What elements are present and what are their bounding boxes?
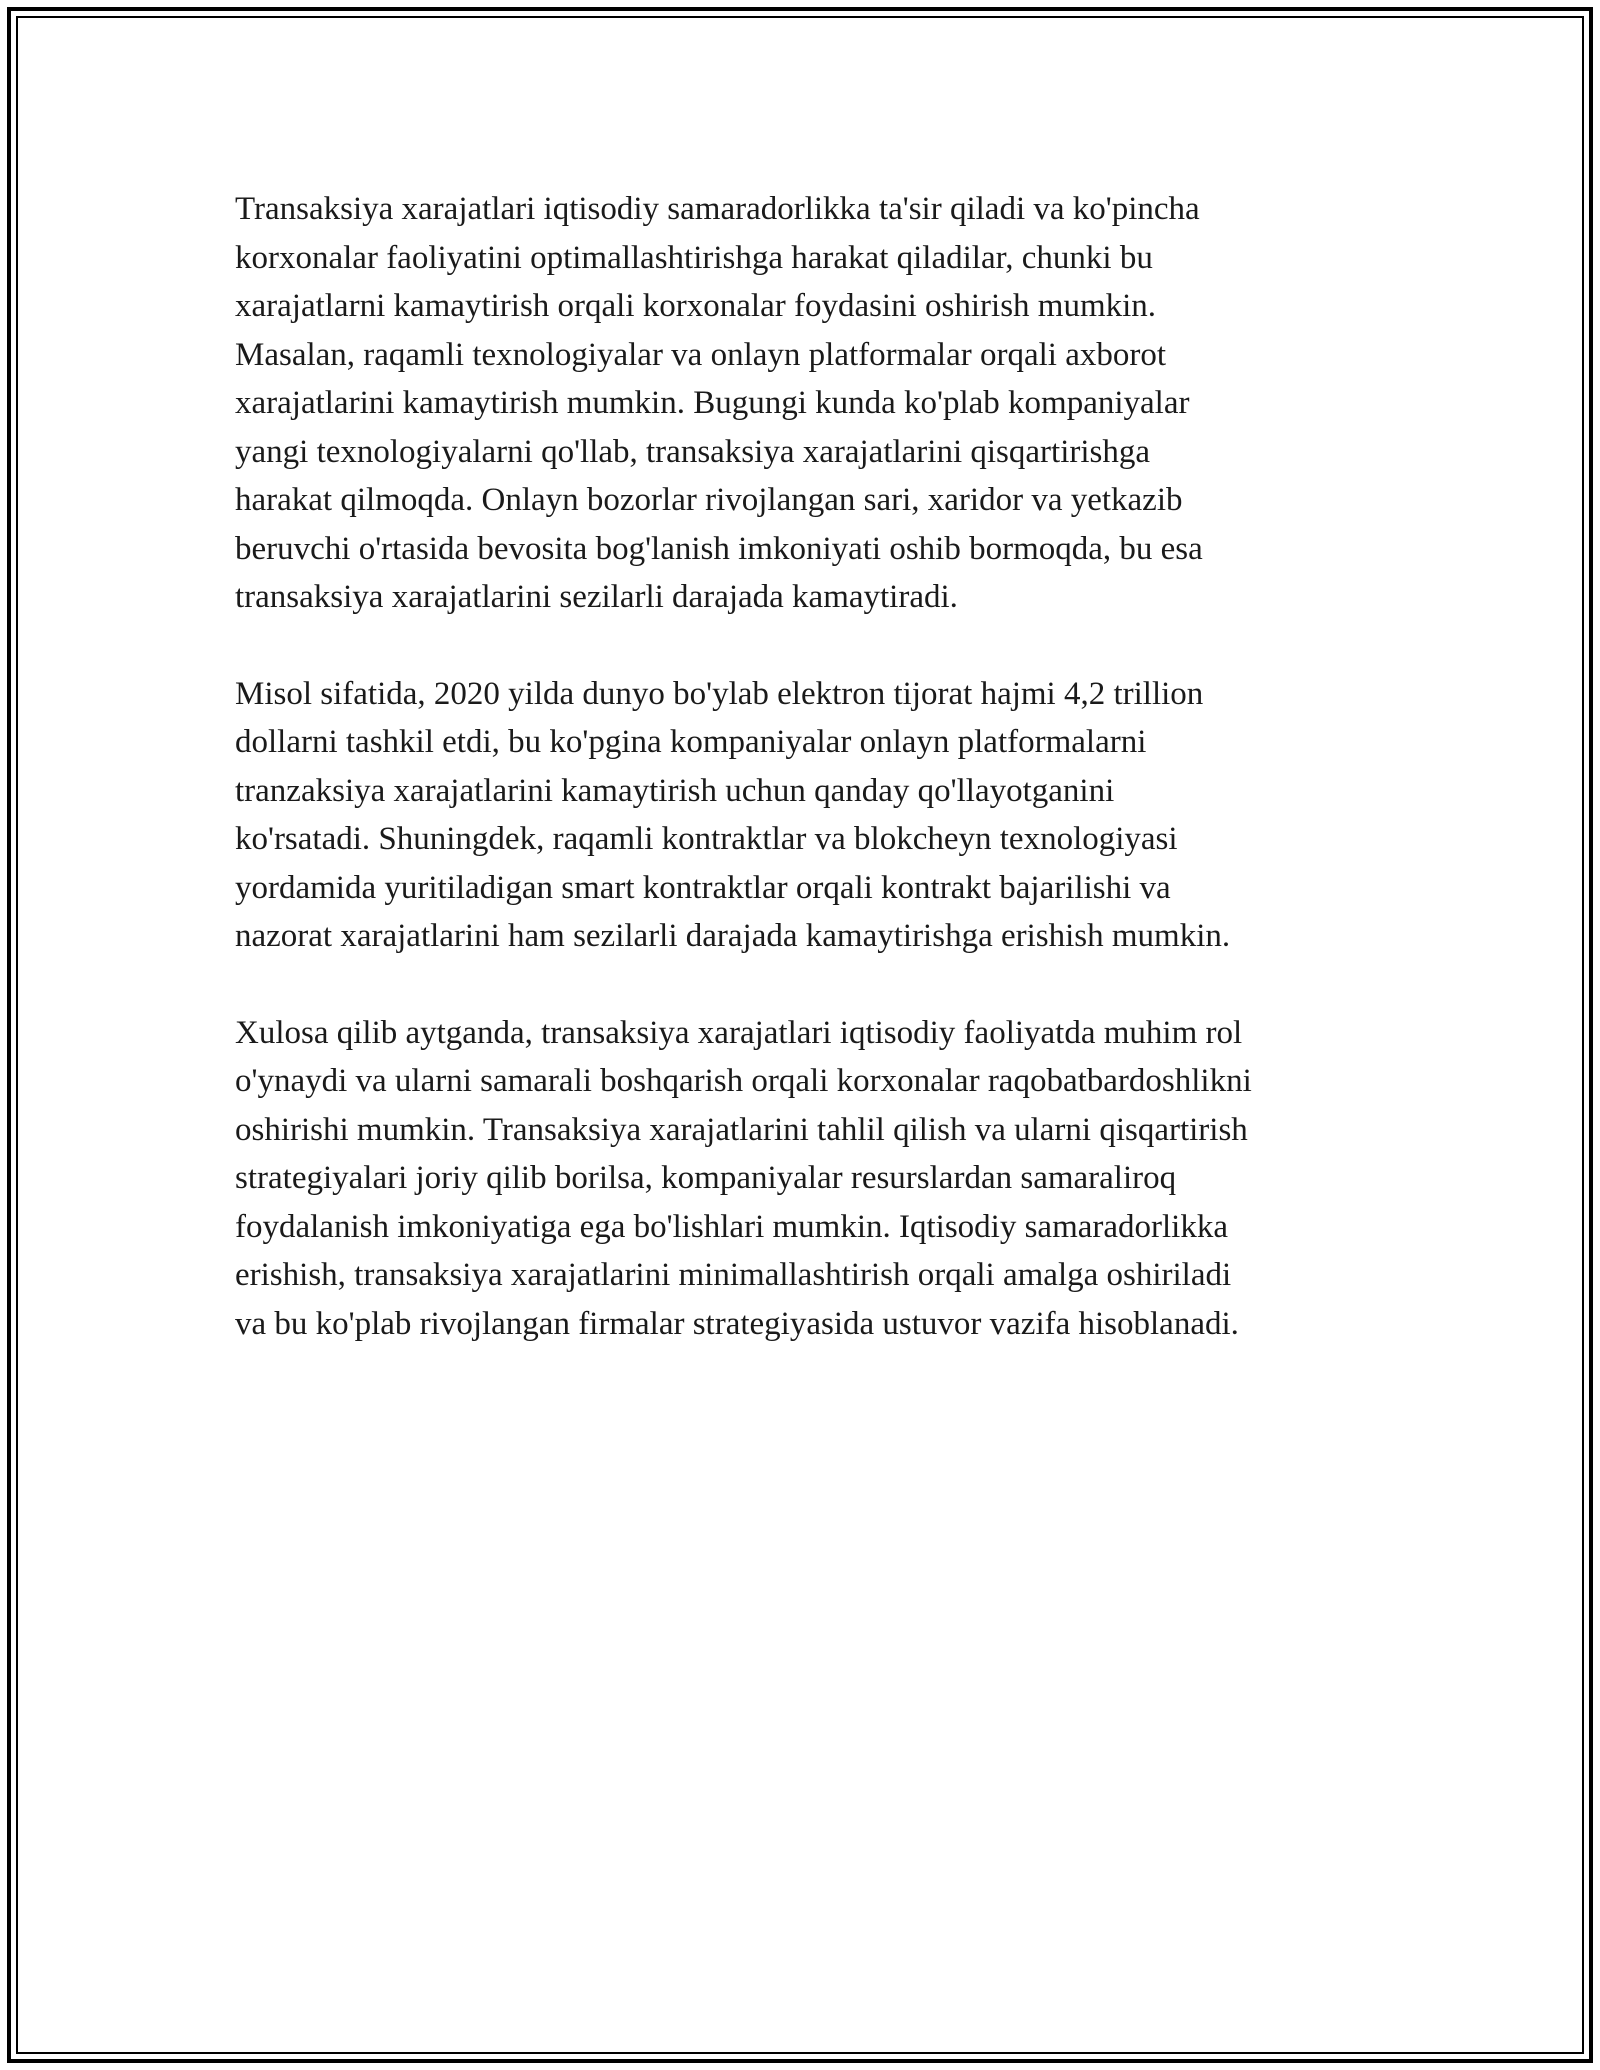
paragraph-1: Transaksiya xarajatlari iqtisodiy samaradorlikka ta'sir qiladi va ko'pincha korxonalar faoliyatini optimallashtirishga harakat qiladilar, chunki bu xarajatlarni kamaytirish orqali korxonalar foydasini oshirish mumkin. Masalan, raqamli texnologiyalar va onlayn platformalar orqali axborot xarajatlarini kamaytirish mumkin. Bugungi kunda ko'plab kompaniyalar yangi texnologiyalarni qo'llab, transaksiya xarajatlarini qisqartirishga harakat qilmoqda. Onlayn bozorlar rivojlangan sari, xaridor va yetkazib beruvchi o'rtasida bevosita bog'lanish imkoniyati oshib bormoqda, bu esa transaksiya xarajatlarini sezilarli darajada kamaytiradi. [235, 191, 1203, 615]
document-body [235, 185, 1375, 1396]
paragraph-3: Xulosa qilib aytganda, transaksiya xarajatlari iqtisodiy faoliyatda muhim rol o'ynaydi va ularni samarali boshqarish orqali korxonalar raqobatbardoshlikni oshirishi mumkin. Transaksiya xarajatlarini tahlil qilish va ularni qisqartirish strategiyalari joriy qilib borilsa, kompaniyalar resurslardan samaraliroq foydalanish imkoniyatiga ega bo'lishlari mumkin. Iqtisodiy samaradorlikka erishish, transaksiya xarajatlarini minimallashtirish orqali amalga oshiriladi va bu ko'plab rivojlangan firmalar strategiyasida ustuvor vazifa hisoblanadi. [235, 1014, 1252, 1342]
paragraph-2: Misol sifatida, 2020 yilda dunyo bo'ylab elektron tijorat hajmi 4,2 trillion dollarni tashkil etdi, bu ko'pgina kompaniyalar onlayn platformalarni tranzaksiya xarajatlarini kamaytirish uchun qanday qo'llayotganini ko'rsatadi. Shuningdek, raqamli kontraktlar va blokcheyn texnologiyasi yordamida yuritiladigan smart kontraktlar orqali kontrakt bajarilishi va nazorat xarajatlarini ham sezilarli darajada kamaytirishga erishish mumkin. [235, 675, 1231, 954]
